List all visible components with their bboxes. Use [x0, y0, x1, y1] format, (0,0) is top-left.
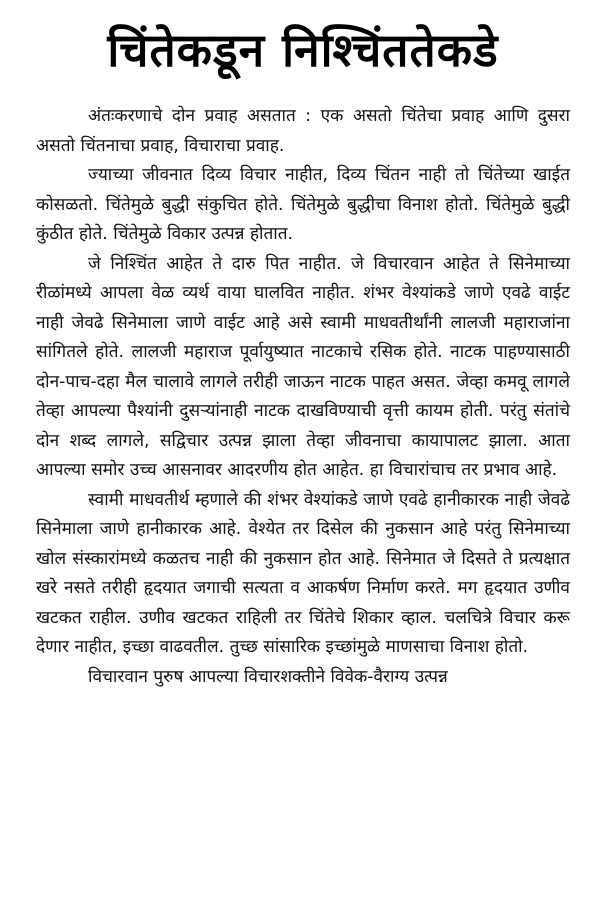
- paragraph-1: अंतःकरणाचे दोन प्रवाह असतात : एक असतो चिंतेचा प्रवाह आणि दुसरा असतो चिंतनाचा प्रवाह, विचाराचा प्रवाह.: [36, 106, 570, 156]
- paragraph-4: स्वामी माधवतीर्थ म्हणाले की शंभर वेश्यांकडे जाणे एवढे हानीकारक नाही जेवढे सिनेमाला जाणे हानीकारक आहे. वेश्येत तर दिसेल की नुकसान आहे परंतु सिनेमाच्या खोल संस्कारांमध्ये कळतच नाही की नुकसान होत आहे. सिनेमात जे दिसते ते प्रत्यक्षात खरे नसते तरीही हृदयात जगाची सत्यता व आकर्षण निर्माण करते. मग हृदयात उणीव खटकत राहील. उणीव खटकत राहिली तर चिंतेचे शिकार व्हाल. चलचित्रे विचार करू देणार नाहीत, इच्छा वाढवतील. तुच्छ सांसारिक इच्छांमुळे माणसाचा विनाश होतो.: [36, 489, 570, 657]
- page-title: चिंतेकडून निश्चिंततेकडे: [107, 23, 499, 77]
- paragraph-3: जे निश्चिंत आहेत ते दारु पित नाहीत. जे विचारवान आहेत ते सिनेमाच्या रीळांमध्ये आपला वेळ व्यर्थ वाया घालवित नाहीत. शंभर वेश्यांकडे जाणे एवढे वाईट नाही जेवढे सिनेमाला जाणे वाईट आहे असे स्वामी माधवतीर्थांनी लालजी महाराजांना सांगितले होते. लालजी महाराज पूर्वायुष्यात नाटकाचे रसिक होते. नाटक पाहण्यासाठी दोन-पाच-दहा मैल चालावे लागले तरीही जाऊन नाटक पाहत असत. जेव्हा कमवू लागले तेव्हा आपल्या पैश्यांनी दुसऱ्यांनाही नाटक दाखविण्याची वृत्ती कायम होती. परंतु संतांचे दोन शब्द लागले, सद्विचार उत्पन्न झाला तेव्हा जीवनाचा कायापालट झाला. आता आपल्या समोर उच्च आसनावर आदरणीय होत आहेत. हा विचारांचाच तर प्रभाव आहे.: [36, 253, 570, 480]
- paragraph-5: विचारवान पुरुष आपल्या विचारशक्तीने विवेक-वैराग्य उत्पन्न: [88, 666, 448, 687]
- paragraph-2: ज्याच्या जीवनात दिव्य विचार नाहीत, दिव्य चिंतन नाही तो चिंतेच्या खाईत कोसळतो. चिंतेमुळे बुद्धी संकुचित होते. चिंतेमुळे बुद्धीचा विनाश होतो. चिंतेमुळे बुद्धी कुंठीत होते. चिंतेमुळे विकार उत्पन्न होतात.: [36, 165, 570, 244]
